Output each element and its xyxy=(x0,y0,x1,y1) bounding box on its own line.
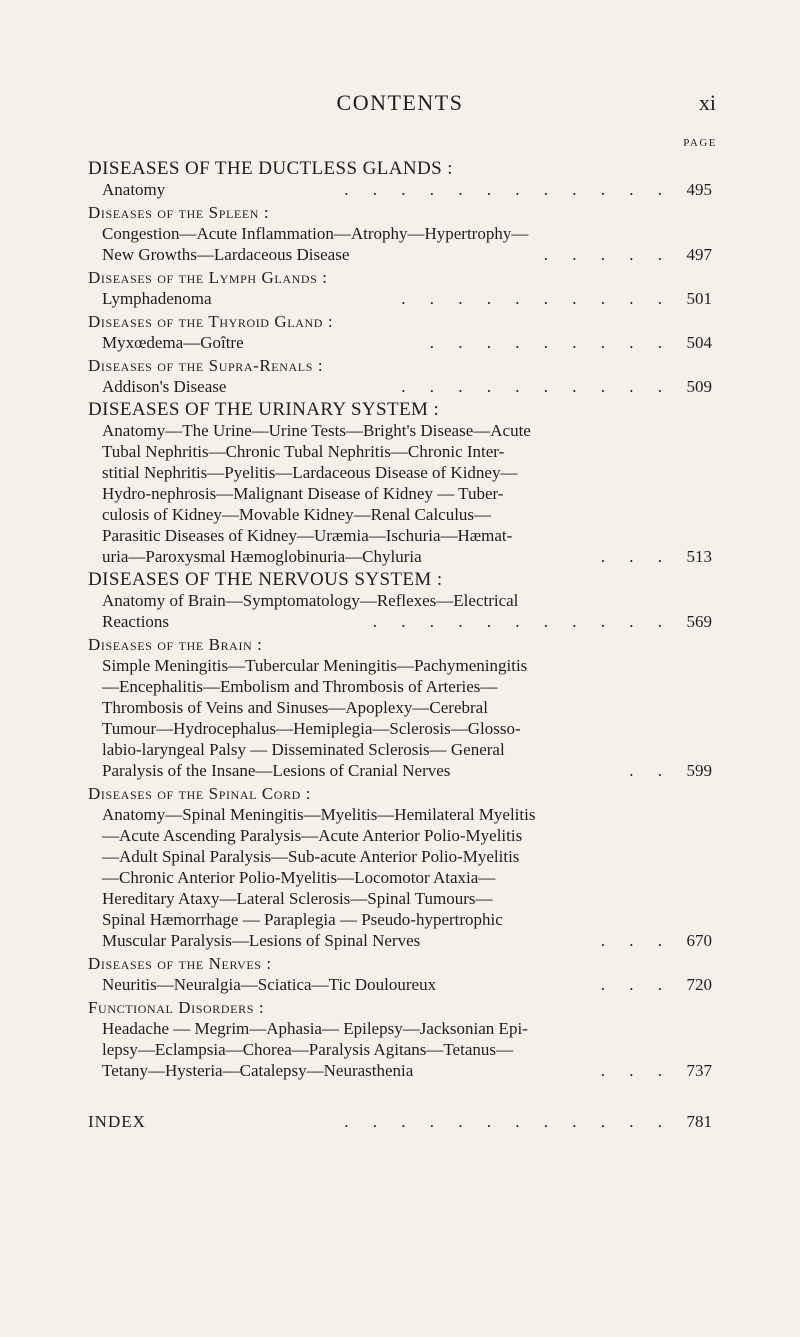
toc-entry-line xyxy=(88,825,712,846)
toc-entry-text: Anatomy—The Urine—Urine Tests—Bright's Disease—Acute xyxy=(102,421,531,440)
table-of-contents xyxy=(88,158,712,1132)
toc-entry-line xyxy=(88,888,712,909)
toc-entry-line xyxy=(88,441,712,462)
toc-page-number: 670 xyxy=(686,931,712,950)
toc-entry-line xyxy=(88,483,712,504)
toc-subheading: Diseases of the Spleen : xyxy=(88,203,270,222)
toc-entry-text: Thrombosis of Veins and Sinuses—Apoplexy—Cerebral xyxy=(102,698,488,717)
toc-entry-line xyxy=(88,611,712,632)
toc-subheading: Functional Disorders : xyxy=(88,998,265,1017)
running-head xyxy=(0,90,800,118)
toc-subheading: Diseases of the Nerves : xyxy=(88,954,272,973)
toc-entry-line xyxy=(88,546,712,567)
toc-entry-text: uria—Paroxysmal Hæmoglobinuria—Chyluria xyxy=(102,547,422,566)
toc-entry-text: Neuritis—Neuralgia—Sciatica—Tic Douloureux xyxy=(102,975,437,994)
toc-entry-text: culosis of Kidney—Movable Kidney—Renal Calculus— xyxy=(102,505,492,524)
toc-entry-line xyxy=(88,760,712,781)
toc-page-number: 513 xyxy=(686,547,712,566)
toc-entry-line xyxy=(88,676,712,697)
toc-entry-text: Congestion—Acute Inflammation—Atrophy—Hypertrophy— xyxy=(102,224,529,243)
toc-entry-text: Hereditary Ataxy—Lateral Sclerosis—Spinal Tumours— xyxy=(102,889,493,908)
page-title: CONTENTS xyxy=(336,90,464,115)
toc-entry-text: Anatomy—Spinal Meningitis—Myelitis—Hemilateral Myelitis xyxy=(102,805,536,824)
toc-entry-text: —Acute Ascending Paralysis—Acute Anterior Polio-Myelitis xyxy=(102,826,523,845)
toc-entry-line xyxy=(88,718,712,739)
leader-dots: . . . . . . . . . . . . xyxy=(344,180,672,199)
toc-entry-text: —Chronic Anterior Polio-Myelitis—Locomotor Ataxia— xyxy=(102,868,496,887)
toc-subheading: Diseases of the Spinal Cord : xyxy=(88,784,312,803)
toc-entry-text: lepsy—Eclampsia—Chorea—Paralysis Agitans—Tetanus— xyxy=(102,1040,513,1059)
leader-dots: . . . . . . . . . . xyxy=(401,377,672,396)
toc-subheading: Diseases of the Brain : xyxy=(88,635,263,654)
toc-major-heading: DISEASES OF THE URINARY SYSTEM : xyxy=(88,399,440,420)
toc-entry-line xyxy=(88,697,712,718)
leader-dots: . . . . . . . . . . . xyxy=(372,612,672,631)
toc-entry-line xyxy=(88,804,712,825)
toc-entry-text: New Growths—Lardaceous Disease xyxy=(102,245,350,264)
toc-entry-line xyxy=(88,420,712,441)
toc-entry-line xyxy=(88,1060,712,1081)
toc-subheading: Diseases of the Lymph Glands : xyxy=(88,268,328,287)
toc-entry-text: Hydro-nephrosis—Malignant Disease of Kidney — Tuber- xyxy=(102,484,504,503)
toc-page-number: 501 xyxy=(686,289,712,308)
leader-dots: . . xyxy=(629,761,672,780)
page-folio: xi xyxy=(698,90,716,115)
toc-entry-text: Myxœdema—Goître xyxy=(102,333,244,352)
toc-entry-line xyxy=(88,1018,712,1039)
toc-entry-text: Addison's Disease xyxy=(102,377,227,396)
toc-entry-line xyxy=(88,462,712,483)
toc-subheading: Diseases of the Thyroid Gland : xyxy=(88,312,334,331)
toc-entry-line xyxy=(88,655,712,676)
toc-entry-line xyxy=(88,590,712,611)
leader-dots: . . . xyxy=(600,1061,672,1080)
toc-page-number: 569 xyxy=(686,612,712,631)
toc-subheading: Diseases of the Supra-Renals : xyxy=(88,356,324,375)
toc-entry-text: Headache — Megrim—Aphasia— Epilepsy—Jacksonian Epi- xyxy=(102,1019,528,1038)
toc-entry-line xyxy=(88,974,712,995)
toc-major-heading: DISEASES OF THE NERVOUS SYSTEM : xyxy=(88,569,443,590)
toc-entry-line xyxy=(88,867,712,888)
leader-dots: . . . xyxy=(600,975,672,994)
toc-page-number: 495 xyxy=(686,180,712,199)
toc-page-number: 737 xyxy=(686,1061,712,1080)
toc-entry-text: Lymphadenoma xyxy=(102,289,212,308)
toc-entry-line xyxy=(88,332,712,353)
toc-entry-line xyxy=(88,179,712,200)
toc-entry-text: Tetany—Hysteria—Catalepsy—Neurasthenia xyxy=(102,1061,414,1080)
leader-dots: . . . . . . . . . . xyxy=(401,289,672,308)
page-column-label: PAGE xyxy=(683,137,717,149)
toc-page-number: 504 xyxy=(686,333,712,352)
toc-page-number: 509 xyxy=(686,377,712,396)
leader-dots: . . . . . . . . . . . . xyxy=(344,1112,672,1131)
toc-entry-text: Anatomy xyxy=(102,180,166,199)
toc-entry-line xyxy=(88,930,712,951)
toc-entry-text: Tumour—Hydrocephalus—Hemiplegia—Sclerosis—Glosso- xyxy=(102,719,521,738)
index-label: INDEX xyxy=(88,1112,146,1131)
toc-entry-text: Paralysis of the Insane—Lesions of Cranial Nerves xyxy=(102,761,451,780)
toc-entry-text: Parasitic Diseases of Kidney—Uræmia—Ischuria—Hæmat- xyxy=(102,526,513,545)
toc-entry-text: Reactions xyxy=(102,612,170,631)
toc-index-entry xyxy=(88,1111,712,1132)
toc-entry-line xyxy=(88,223,712,244)
leader-dots: . . . xyxy=(600,931,672,950)
toc-entry-text: labio-laryngeal Palsy — Disseminated Sclerosis— General xyxy=(102,740,505,759)
leader-dots: . . . . . xyxy=(543,245,672,264)
toc-entry-line xyxy=(88,909,712,930)
toc-entry-line xyxy=(88,376,712,397)
toc-major-heading: DISEASES OF THE DUCTLESS GLANDS : xyxy=(88,158,453,179)
toc-entry-text: Spinal Hæmorrhage — Paraplegia — Pseudo-hypertrophic xyxy=(102,910,503,929)
leader-dots: . . . . . . . . . xyxy=(429,333,672,352)
toc-entry-line xyxy=(88,288,712,309)
toc-page-number: 497 xyxy=(686,245,712,264)
toc-page-number: 599 xyxy=(686,761,712,780)
toc-entry-text: stitial Nephritis—Pyelitis—Lardaceous Disease of Kidney— xyxy=(102,463,518,482)
toc-entry-text: —Encephalitis—Embolism and Thrombosis of Arteries— xyxy=(102,677,498,696)
toc-entry-line xyxy=(88,525,712,546)
toc-page-number: 720 xyxy=(686,975,712,994)
toc-entry-text: Muscular Paralysis—Lesions of Spinal Nerves xyxy=(102,931,421,950)
toc-entry-line xyxy=(88,739,712,760)
toc-entry-text: —Adult Spinal Paralysis—Sub-acute Anterior Polio-Myelitis xyxy=(102,847,520,866)
toc-entry-line xyxy=(88,1039,712,1060)
toc-entry-text: Tubal Nephritis—Chronic Tubal Nephritis—Chronic Inter- xyxy=(102,442,505,461)
leader-dots: . . . xyxy=(600,547,672,566)
toc-entry-text: Simple Meningitis—Tubercular Meningitis—Pachymeningitis xyxy=(102,656,528,675)
index-page-number: 781 xyxy=(686,1112,712,1131)
toc-entry-line xyxy=(88,504,712,525)
toc-entry-text: Anatomy of Brain—Symptomatology—Reflexes—Electrical xyxy=(102,591,519,610)
toc-entry-line xyxy=(88,846,712,867)
toc-entry-line xyxy=(88,244,712,265)
